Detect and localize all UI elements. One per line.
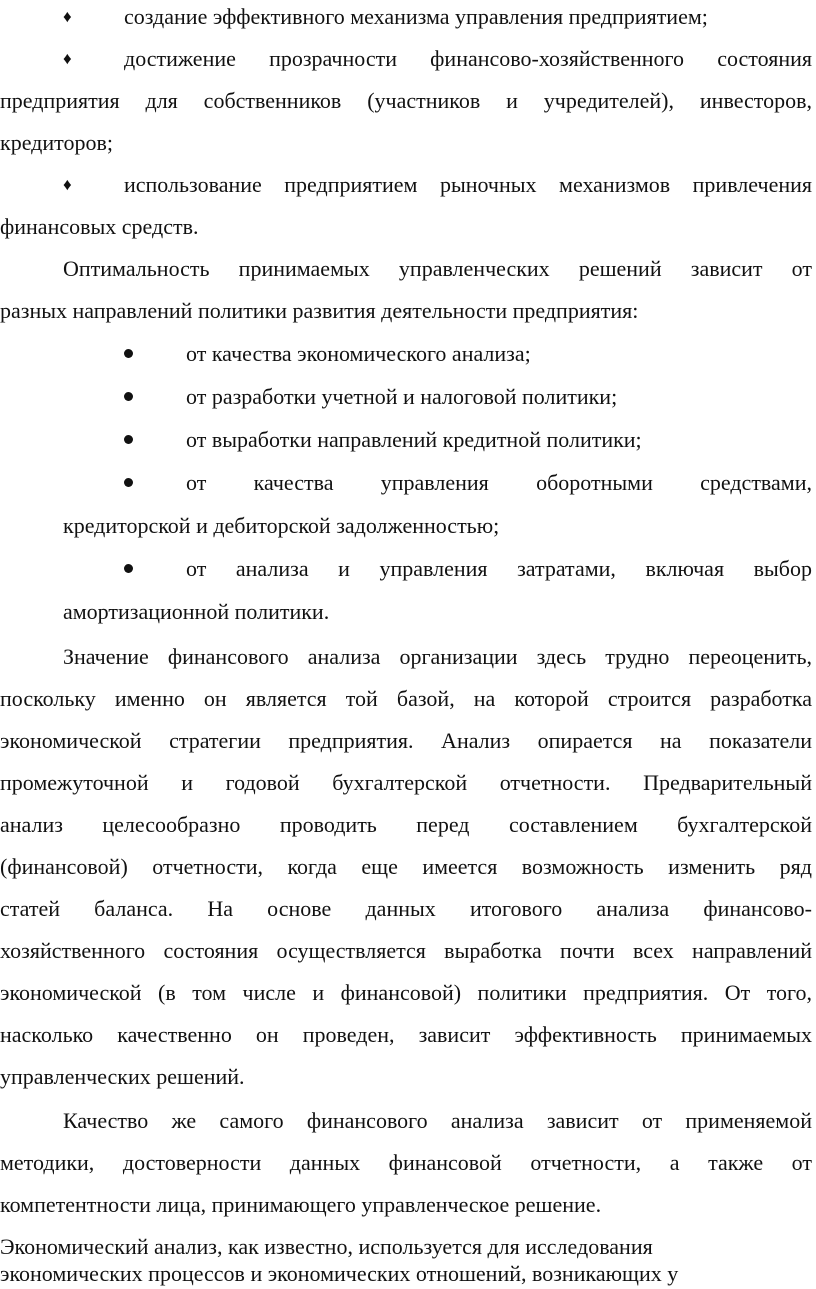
text-line: Экономический анализ, как известно, используется для исследования bbox=[0, 1234, 653, 1259]
text-line: Оптимальность принимаемых управленческих решений зависит от bbox=[63, 256, 812, 281]
text-line: анализ целесообразно проводить перед составлением бухгалтерской bbox=[0, 812, 812, 837]
text-line: достижение прозрачности финансово-хозяйственного состояния bbox=[124, 46, 812, 71]
text-line: от анализа и управления затратами, включая выбор bbox=[186, 556, 812, 581]
text-line: Значение финансового анализа организации здесь трудно переоценить, bbox=[63, 644, 812, 669]
text-line: создание эффективного механизма управления предприятием; bbox=[124, 4, 708, 29]
text-line: (финансовой) отчетности, когда еще имеется возможность изменить ряд bbox=[0, 854, 812, 879]
text-line: статей баланса. На основе данных итогового анализа финансово- bbox=[0, 896, 812, 921]
text-line: кредиторской и дебиторской задолженностью; bbox=[63, 513, 500, 538]
text-line: от качества управления оборотными средствами, bbox=[186, 470, 812, 495]
text-line: поскольку именно он является той базой, на которой строится разработка bbox=[0, 686, 812, 711]
text-line: от разработки учетной и налоговой политики; bbox=[186, 384, 618, 409]
text-line: разных направлений политики развития деятельности предприятия: bbox=[0, 298, 639, 323]
text-line: финансовых средств. bbox=[0, 214, 199, 239]
text-line: экономических процессов и экономических отношений, возникающих у bbox=[0, 1261, 679, 1286]
text-line: от качества экономического анализа; bbox=[186, 341, 531, 366]
diamond-bullet-icon: ♦ bbox=[63, 7, 72, 26]
text-line: управленческих решений. bbox=[0, 1064, 245, 1089]
text-line: кредиторов; bbox=[0, 130, 113, 155]
diamond-bullet-icon: ♦ bbox=[63, 175, 72, 194]
text-line: от выработки направлений кредитной политики; bbox=[186, 427, 642, 452]
text-line: методики, достоверности данных финансовой отчетности, а также от bbox=[0, 1150, 812, 1175]
diamond-bullet-icon: ♦ bbox=[63, 49, 72, 68]
text-line: насколько качественно он проведен, зависит эффективность принимаемых bbox=[0, 1022, 812, 1047]
text-line: компетентности лица, принимающего управленческое решение. bbox=[0, 1192, 602, 1217]
text-line: амортизационной политики. bbox=[63, 599, 330, 624]
text-line: экономической стратегии предприятия. Анализ опирается на показатели bbox=[0, 728, 812, 753]
text-line: хозяйственного состояния осуществляется выработка почти всех направлений bbox=[0, 938, 812, 963]
text-line: экономической (в том числе и финансовой) политики предприятия. От того, bbox=[0, 980, 812, 1005]
text-line: Качество же самого финансового анализа зависит от применяемой bbox=[63, 1108, 812, 1133]
text-line: предприятия для собственников (участников и учредителей), инвесторов, bbox=[0, 88, 812, 113]
text-line: промежуточной и годовой бухгалтерской отчетности. Предварительный bbox=[0, 770, 812, 795]
text-line: использование предприятием рыночных механизмов привлечения bbox=[124, 172, 812, 197]
